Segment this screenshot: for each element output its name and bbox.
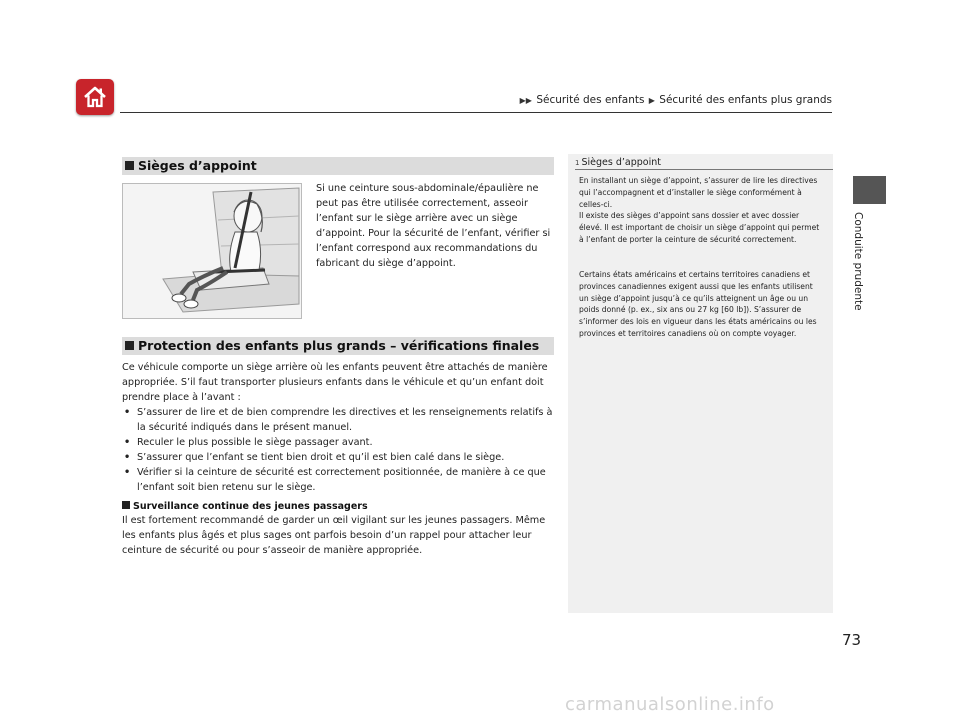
- sidebar-paragraph: Il existe des sièges d’appoint sans dossier et avec dossier élevé. Il est important de choisir un siège d’appoint qui permet à l’enfant de porter la ceinture de sécurité correctement.: [579, 211, 820, 244]
- booster-seats-text: Si une ceinture sous-abdominale/épaulière ne peut pas être utilisée correctement, asseoir l’enfant sur le siège arrière avec un siège d’appoint. Pour la sécurité de l’enfant, vérifier si l’enfant correspond aux recommandations du fabricant du siège d’appoint.: [316, 183, 551, 269]
- final-checks-intro: Ce véhicule comporte un siège arrière où les enfants peuvent être attachés de manière appropriée. S’il faut transporter plusieurs enfants dans le véhicule et qu’un enfant doit prendre place à l’avant :: [122, 362, 548, 403]
- page-number: 73: [842, 631, 862, 649]
- triangle-right-icon: ▶▶: [519, 96, 532, 105]
- section-heading-final-checks: [122, 337, 554, 355]
- section-title: Protection des enfants plus grands – vérifications finales: [138, 338, 540, 353]
- sidebar-paragraph-group: [579, 175, 824, 246]
- note-marker-icon: 1: [575, 159, 580, 167]
- final-checks-body: [122, 360, 556, 495]
- section-heading-booster-seats: [122, 157, 554, 175]
- sidebar-rule: [575, 169, 833, 170]
- section-title: Sièges d’appoint: [138, 158, 257, 173]
- sidebar-paragraph: Certains états américains et certains territoires canadiens et provinces canadiennes exigent aussi que les enfants utilisent un siège d’appoint jusqu’à ce qu’ils atteignent un âge ou un poids donné (p. ex., six ans ou 27 kg [60 lb]). S’assurer de s’informer des lois en vigueur dans les états américains ou les provinces et territoires canadiens où on compte voyager.: [579, 270, 817, 338]
- sidebar-title-text: Sièges d’appoint: [581, 157, 661, 168]
- breadcrumb-item-child-safety[interactable]: Sécurité des enfants: [536, 94, 645, 106]
- triangle-right-icon: ▶: [648, 96, 655, 105]
- home-button[interactable]: [76, 79, 114, 115]
- chapter-tab[interactable]: [853, 176, 886, 204]
- list-item: • Vérifier si la ceinture de sécurité est correctement positionnée, de manière à ce que l’enfant soit bien retenu sur le siège.: [122, 465, 556, 495]
- header-rule: [120, 112, 832, 113]
- square-bullet-icon: [122, 501, 130, 509]
- sidebar-title: [575, 157, 661, 168]
- square-bullet-icon: [125, 341, 134, 350]
- sidebar-paragraph: En installant un siège d’appoint, s’assurer de lire les directives qui l’accompagnent et d’installer le siège conformément à celles-ci.: [579, 176, 818, 209]
- chapter-label: Conduite prudente: [852, 212, 864, 311]
- subsection-title: Surveillance continue des jeunes passagers: [133, 501, 368, 512]
- breadcrumb-item-older-children[interactable]: Sécurité des enfants plus grands: [659, 94, 832, 106]
- list-item: • S’assurer de lire et de bien comprendre les directives et les renseignements relatifs à la sécurité indiqués dans le présent manuel.: [122, 405, 556, 435]
- list-item: • Reculer le plus possible le siège passager avant.: [122, 435, 556, 450]
- supervision-text: Il est fortement recommandé de garder un œil vigilant sur les jeunes passagers. Même les enfants plus âgés et plus sages ont parfois besoin d’un rappel pour attacher leur ceinture de sécurité ou pour s’asseoir de manière appropriée.: [122, 515, 546, 556]
- watermark: carmanualsonline.info: [565, 694, 775, 715]
- list-item: • S’assurer que l’enfant se tient bien droit et qu’il est bien calé dans le siège.: [122, 450, 556, 465]
- booster-seat-illustration: [122, 183, 302, 319]
- subsection-heading-supervision: [122, 501, 368, 512]
- final-checks-list: [122, 405, 556, 495]
- breadcrumb: [519, 94, 832, 106]
- home-icon: [82, 84, 108, 110]
- square-bullet-icon: [125, 161, 134, 170]
